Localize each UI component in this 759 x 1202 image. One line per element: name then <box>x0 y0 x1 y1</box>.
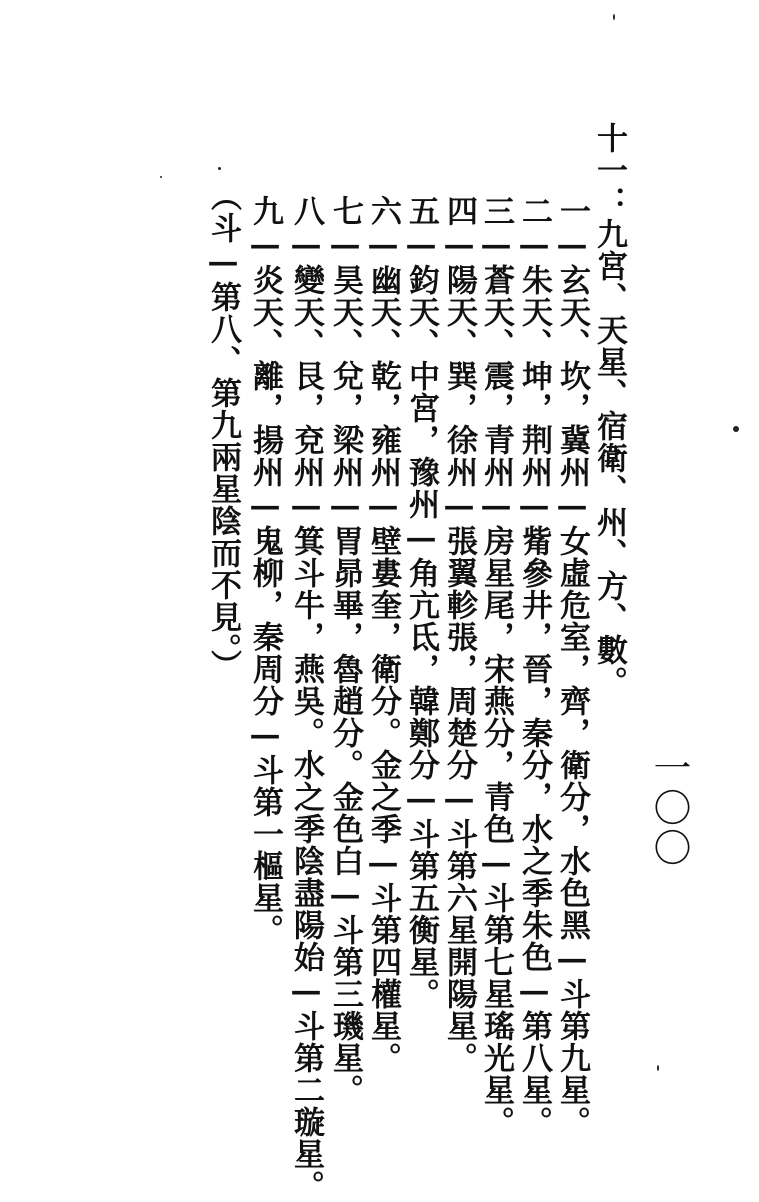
text-line-2: 二—朱天、坤，荆州—觜參井，晉，秦分，水之季朱色—第八星。 <box>516 195 552 1138</box>
text-line-3: 三—蒼天、震，青州—房星尾，宋燕分，青色—斗第七星瑤光星。 <box>478 195 514 1138</box>
text-line-9: 九—炎天、離，揚州—鬼柳，秦周分—斗第一樞星。 <box>247 195 283 946</box>
scan-speck <box>613 14 615 20</box>
scan-speck <box>160 176 162 178</box>
scan-speck <box>657 1065 659 1071</box>
section-heading: 十一：九宮、天星、宿衛、州、方、數。 <box>591 122 627 698</box>
text-line-7: 七—昊天、兌，梁州—胃昴畢，魯趙分。金色白—斗第三璣星。 <box>327 195 363 1106</box>
scan-speck <box>218 167 221 170</box>
text-line-8: 八—變天、艮，兗州—箕斗牛，燕吳。水之季陰盡陽始—斗第二璇星。 <box>288 195 324 1202</box>
text-line-6: 六—幽天、乾，雍州—壁婁奎，衛分。金之季—斗第四權星。 <box>365 195 401 1074</box>
text-note: （斗—第八、第九兩星陰而不見。） <box>205 180 241 682</box>
text-line-5: 五—鈞天、中宮，豫州—角亢氐，韓鄭分—斗第五衡星。 <box>403 195 439 1010</box>
text-line-1: 一—玄天、坎，冀州—女虛危室，齊，衛分，水色黑—斗第九星。 <box>554 195 590 1138</box>
scan-speck <box>733 426 739 432</box>
text-line-4: 四—陽天、巽，徐州—張翼軫張，周楚分—斗第六星開陽星。 <box>441 195 477 1074</box>
page-number: 一〇〇 <box>647 748 691 868</box>
